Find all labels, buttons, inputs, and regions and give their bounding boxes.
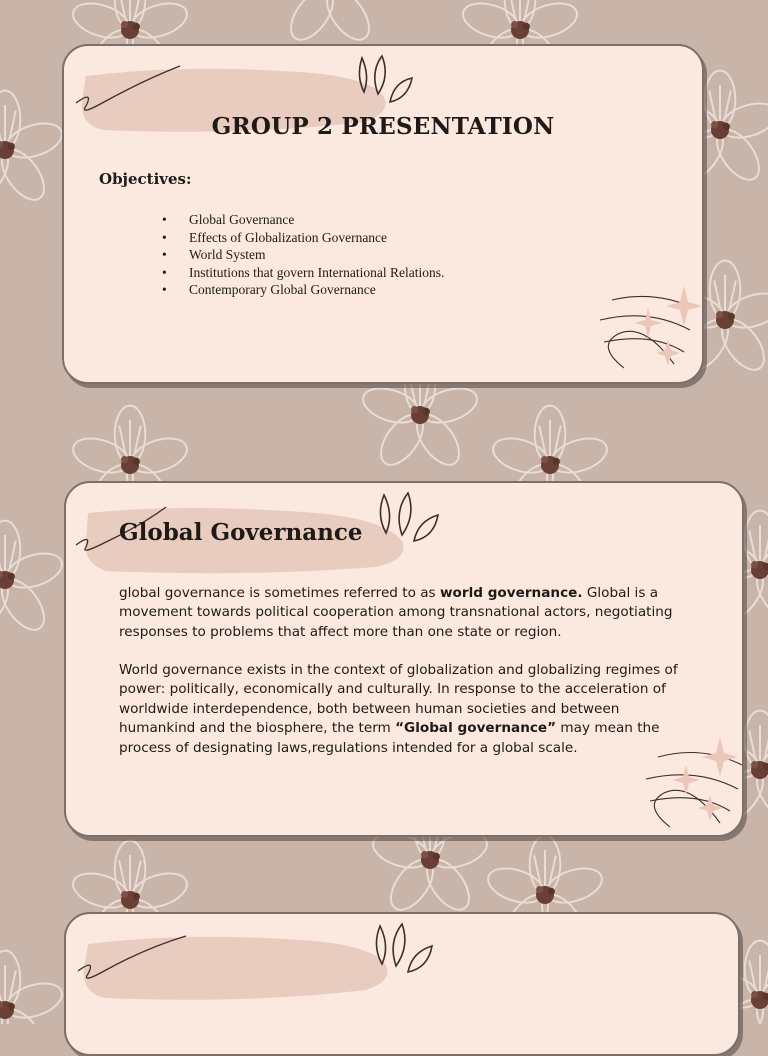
paragraph-text: Global is a movement towards political cooperation among transnational actors, negotiating responses to problems that affect more than one state or region. [119,585,673,640]
paragraph-context [119,661,679,758]
objective-item: • Institutions that govern International Relations. [162,264,444,282]
slide-global-governance [64,481,744,837]
slide-objectives [62,44,704,384]
leaf-doodle-icon [66,914,738,1054]
slide-title: Global Governance [119,519,363,546]
objectives-list [162,211,444,299]
objective-item: • Contemporary Global Governance [162,281,444,299]
objective-item: • Global Governance [162,211,444,229]
bold-term: world governance. [439,585,583,601]
paragraph-definition [119,584,679,642]
objectives-label: Objectives: [99,170,192,188]
paragraph-text: global governance is sometimes referred to as [119,585,440,601]
paragraph-text: may mean the process of designating laws,regulations intended for a global scale. [119,720,660,756]
objective-item: • World System [162,246,444,264]
bold-term: “Global governance” [395,720,557,737]
paragraph-text: World governance exists in the context of globalization and globalizing regimes of power: politically, economically and culturally. In response to the acceleration of worldwide interdependence, both between human societies and between humankind and the biosphere, the term [119,662,678,737]
objective-item: • Effects of Globalization Governance [162,229,444,247]
slide-next [64,912,740,1056]
presentation-title: GROUP 2 PRESENTATION [211,113,555,140]
